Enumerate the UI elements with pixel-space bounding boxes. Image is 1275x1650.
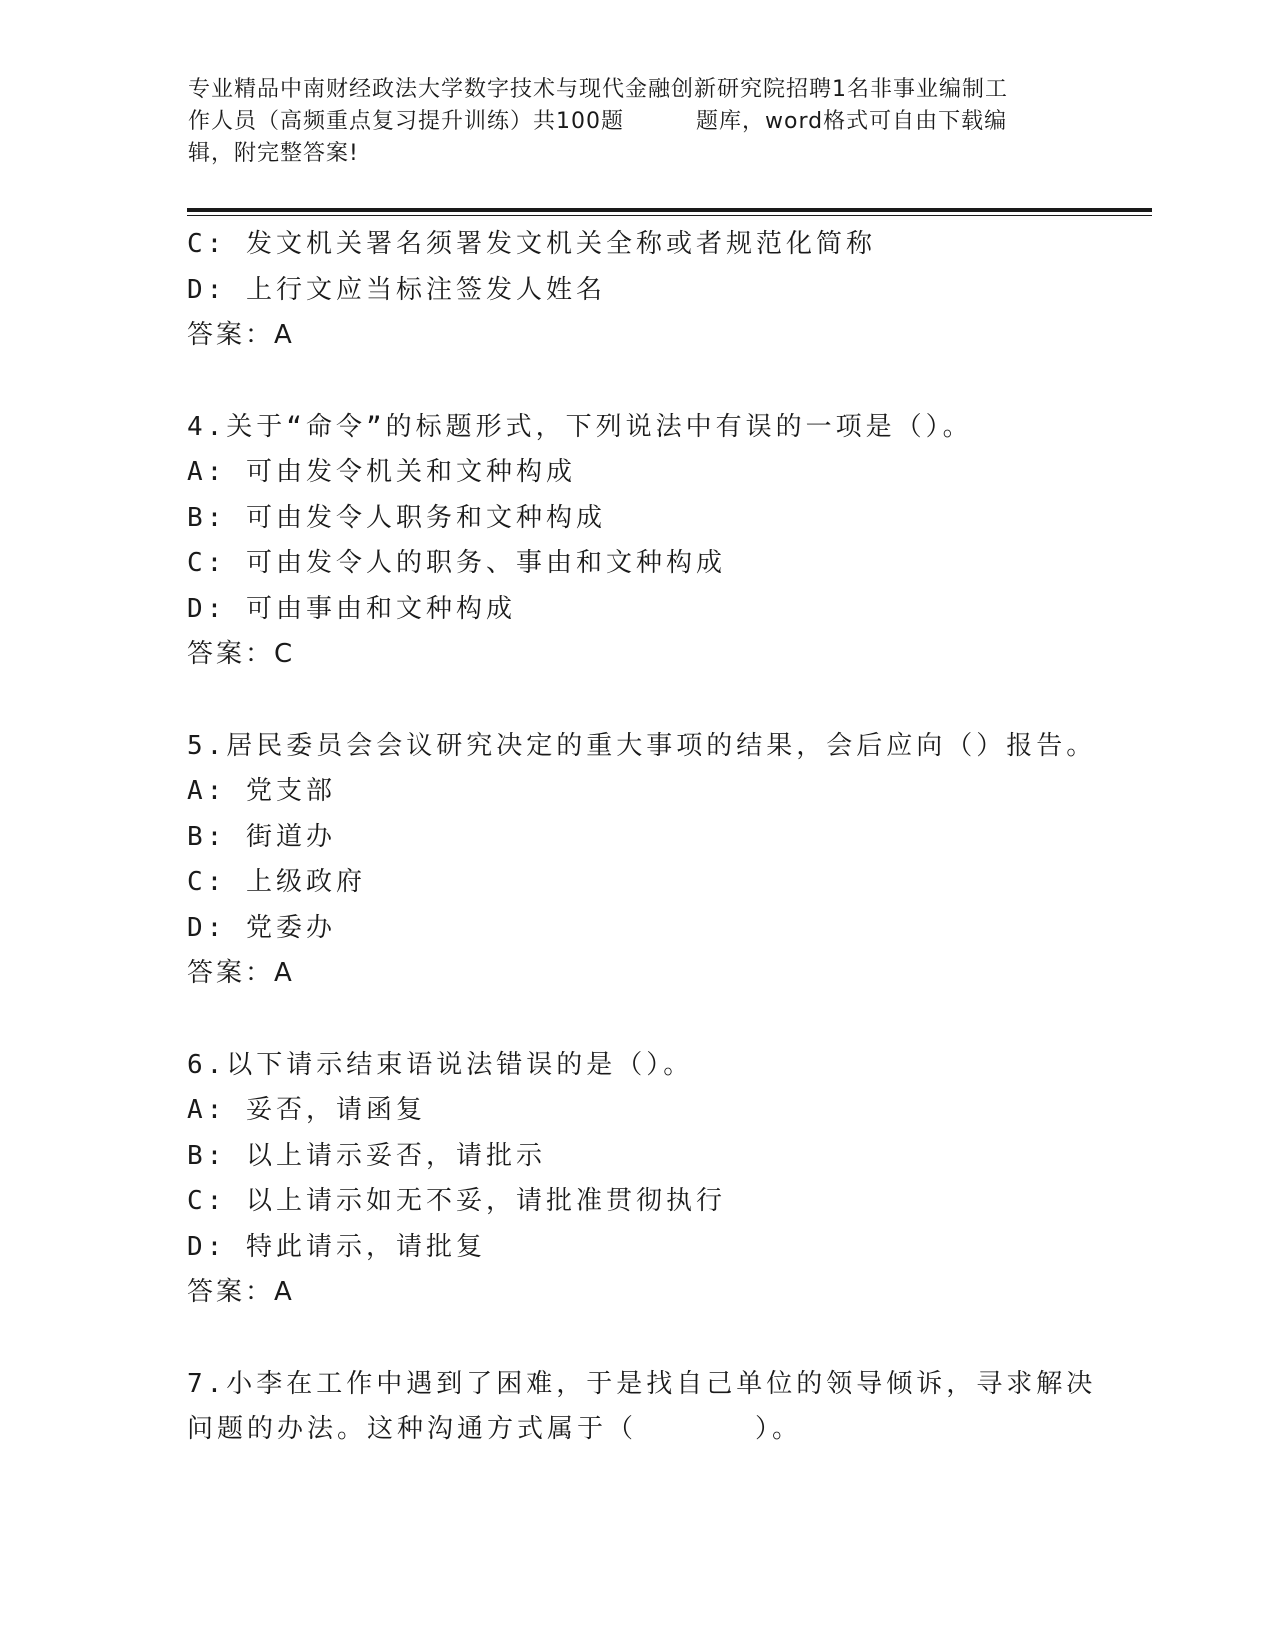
q6-option-c: C: 以上请示如无不妥，请批准贯彻执行 [187,1186,726,1216]
document-header [188,74,1088,170]
header-divider-thin [187,215,1152,216]
header-line-2-part-1: 作人员（高频重点复习提升训练）共100题 [188,109,624,134]
q3-option-c: C: 发文机关署名须署发文机关全称或者规范化简称 [187,229,876,259]
q4-stem: 4.关于“命令”的标题形式，下列说法中有误的一项是（）。 [187,411,973,442]
q4-option-b: B: 可由发令人职务和文种构成 [187,502,606,533]
spacer [187,678,1087,724]
question-7 [187,1362,1097,1453]
spacer [187,359,1087,405]
q5-option-a: A: 党支部 [187,776,336,806]
q7-stem-line-2-part-2: ）。 [755,1414,803,1444]
question-3 [187,222,1087,359]
q5-answer: 答案：A [187,958,295,988]
q3-option-d: D: 上行文应当标注签发人姓名 [187,274,606,305]
q6-stem: 6.以下请示结束语说法错误的是（）。 [187,1049,694,1080]
q5-option-c: C: 上级政府 [187,867,366,897]
spacer [187,997,1087,1043]
q7-stem-line-2 [187,1407,1087,1453]
question-6 [187,1043,1087,1316]
header-line-1: 专业精品中南财经政法大学数字技术与现代金融创新研究院招聘1名非事业编制工 [188,77,1008,102]
spacer [187,1316,1087,1362]
q4-answer: 答案：C [187,639,296,669]
q4-option-d: D: 可由事由和文种构成 [187,593,516,624]
q7-stem-line-2-part-1: 问题的办法。这种沟通方式属于（ [187,1414,638,1444]
q4-option-a: A: 可由发令机关和文种构成 [187,457,576,487]
question-5 [187,724,1097,997]
header-line-2 [188,106,1088,138]
q5-stem: 5.居民委员会会议研究决定的重大事项的结果，会后应向（）报告。 [187,730,1097,761]
q4-option-c: C: 可由发令人的职务、事由和文种构成 [187,548,726,578]
header-divider-thick [187,208,1152,212]
q3-answer: 答案：A [187,320,295,350]
q5-option-d: D: 党委办 [187,912,336,943]
header-line-2-part-2: 题库，word格式可自由下载编 [696,109,1008,134]
q7-stem-line-1: 7.小李在工作中遇到了困难，于是找自己单位的领导倾诉，寻求解决 [187,1368,1097,1399]
question-list [187,222,1097,1453]
header-line-3: 辑，附完整答案! [188,141,359,166]
q6-option-a: A: 妥否，请函复 [187,1095,426,1125]
q6-answer: 答案：A [187,1277,295,1307]
q6-option-b: B: 以上请示妥否，请批示 [187,1140,546,1171]
q6-option-d: D: 特此请示，请批复 [187,1231,486,1262]
q5-option-b: B: 街道办 [187,821,336,852]
question-4 [187,405,1087,678]
